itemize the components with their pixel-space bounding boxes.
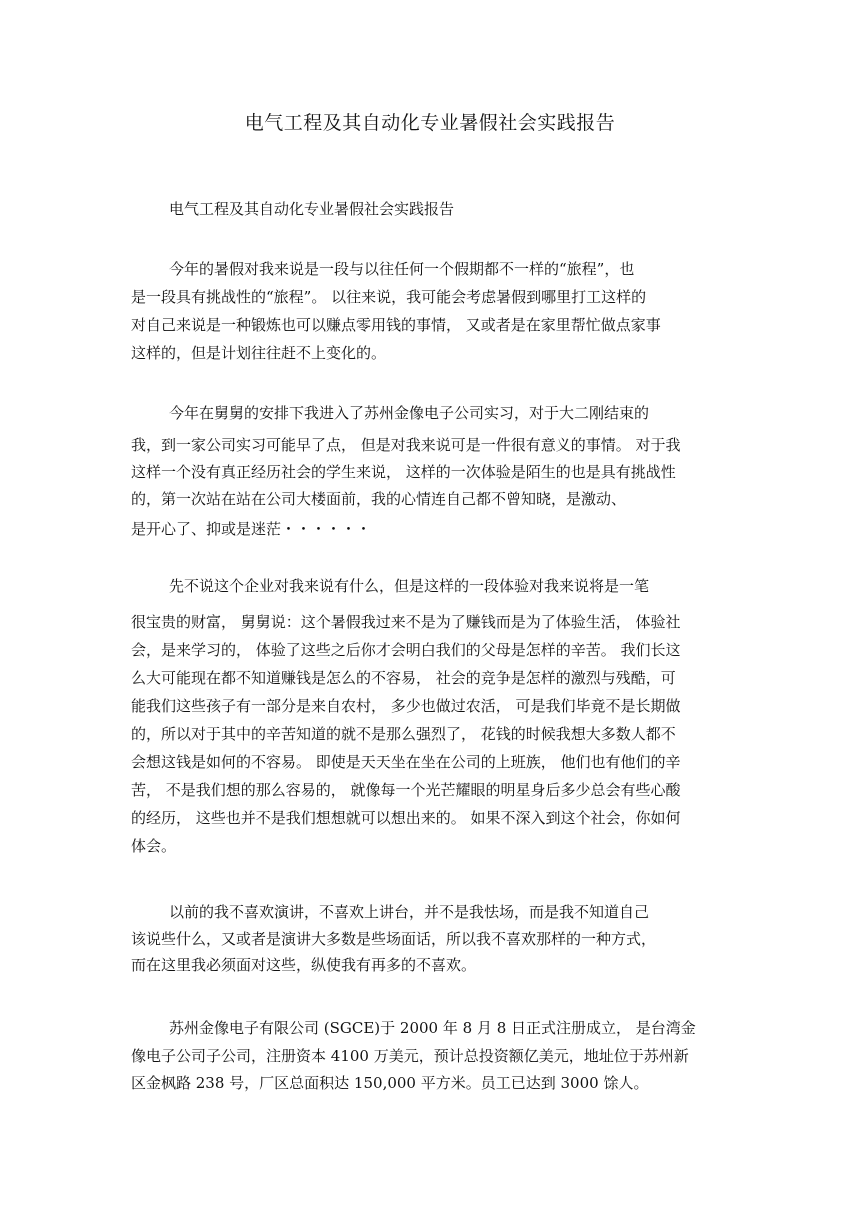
paragraph-3-line-1: 先不说这个企业对我来说有什么，但是这样的一段体验对我来说将是一笔 xyxy=(169,577,650,595)
paragraph-4-line-1: 以前的我不喜欢演讲，不喜欢上讲台，并不是我怯场，而是我不知道自己 xyxy=(169,903,650,921)
paragraph-3-line-2: 很宝贵的财富， 舅舅说：这个暑假我过来不是为了赚钱而是为了体验生活， 体验社 xyxy=(131,613,681,631)
paragraph-4-line-2: 该说些什么，又或者是演讲大多数是些场面话，所以我不喜欢那样的一种方式， xyxy=(131,930,657,948)
document-subtitle: 电气工程及其自动化专业暑假社会实践报告 xyxy=(169,200,455,218)
paragraph-1-line-4: 这样的，但是计划往往赶不上变化的。 xyxy=(131,344,387,362)
paragraph-3-line-10: 体会。 xyxy=(131,837,177,855)
paragraph-2-line-5: 是开心了、抑或是迷茫・・・・・・ xyxy=(131,520,372,538)
document-title: 电气工程及其自动化专业暑假社会实践报告 xyxy=(244,112,616,134)
paragraph-5-line-3: 区金枫路 238 号，厂区总面积达 150,000 平方米。员工已达到 3000 馀人。 xyxy=(131,1074,649,1092)
paragraph-2-line-4: 的，第一次站在站在公司大楼面前，我的心情连自己都不曾知晓，是激动、 xyxy=(131,490,627,508)
paragraph-3-line-3: 会，是来学习的， 体验了这些之后你才会明白我们的父母是怎样的辛苦。 我们长这 xyxy=(131,641,681,659)
paragraph-3-line-5: 能我们这些孩子有一部分是来自农村， 多少也做过农活， 可是我们毕竟不是长期做 xyxy=(131,697,681,715)
paragraph-2-line-1: 今年在舅舅的安排下我进入了苏州金像电子公司实习，对于大二刚结束的 xyxy=(169,404,650,422)
paragraph-2-line-2: 我，到一家公司实习可能早了点， 但是对我来说可是一件很有意义的事情。 对于我 xyxy=(131,436,681,454)
paragraph-3-line-9: 的经历， 这些也并不是我们想想就可以想出来的。 如果不深入到这个社会，你如何 xyxy=(131,809,681,827)
paragraph-3-line-6: 的，所以对于其中的辛苦知道的就不是那么强烈了， 花钱的时候我想大多数人都不 xyxy=(131,725,676,743)
paragraph-1-line-2: 是一段具有挑战性的“旅程”。 以往来说，我可能会考虑暑假到哪里打工这样的 xyxy=(131,288,647,306)
paragraph-3-line-7: 会想这钱是如何的不容易。 即使是天天坐在坐在公司的上班族， 他们也有他们的辛 xyxy=(131,753,681,771)
paragraph-5-line-2: 像电子公司子公司，注册资本 4100 万美元，预计总投资额亿美元，地址位于苏州新 xyxy=(131,1047,689,1065)
paragraph-3-line-4: 么大可能现在都不知道赚钱是怎么的不容易， 社会的竞争是怎样的激烈与残酷，可 xyxy=(131,669,676,687)
paragraph-3-line-8: 苦， 不是我们想的那么容易的， 就像每一个光芒耀眼的明星身后多少总会有些心酸 xyxy=(131,781,681,799)
paragraph-1-line-1: 今年的暑假对我来说是一段与以往任何一个假期都不一样的“旅程”，也 xyxy=(169,260,635,278)
paragraph-4-line-3: 而在这里我必须面对这些，纵使我有再多的不喜欢。 xyxy=(131,956,477,974)
paragraph-2-line-3: 这样一个没有真正经历社会的学生来说， 这样的一次体验是陌生的也是具有挑战性 xyxy=(131,463,676,481)
paragraph-5-line-1: 苏州金像电子有限公司 (SGCE)于 2000 年 8 月 8 日正式注册成立， 是台湾金 xyxy=(169,1019,696,1037)
paragraph-1-line-3: 对自己来说是一种锻炼也可以赚点零用钱的事情， 又或者是在家里帮忙做点家事 xyxy=(131,316,661,334)
